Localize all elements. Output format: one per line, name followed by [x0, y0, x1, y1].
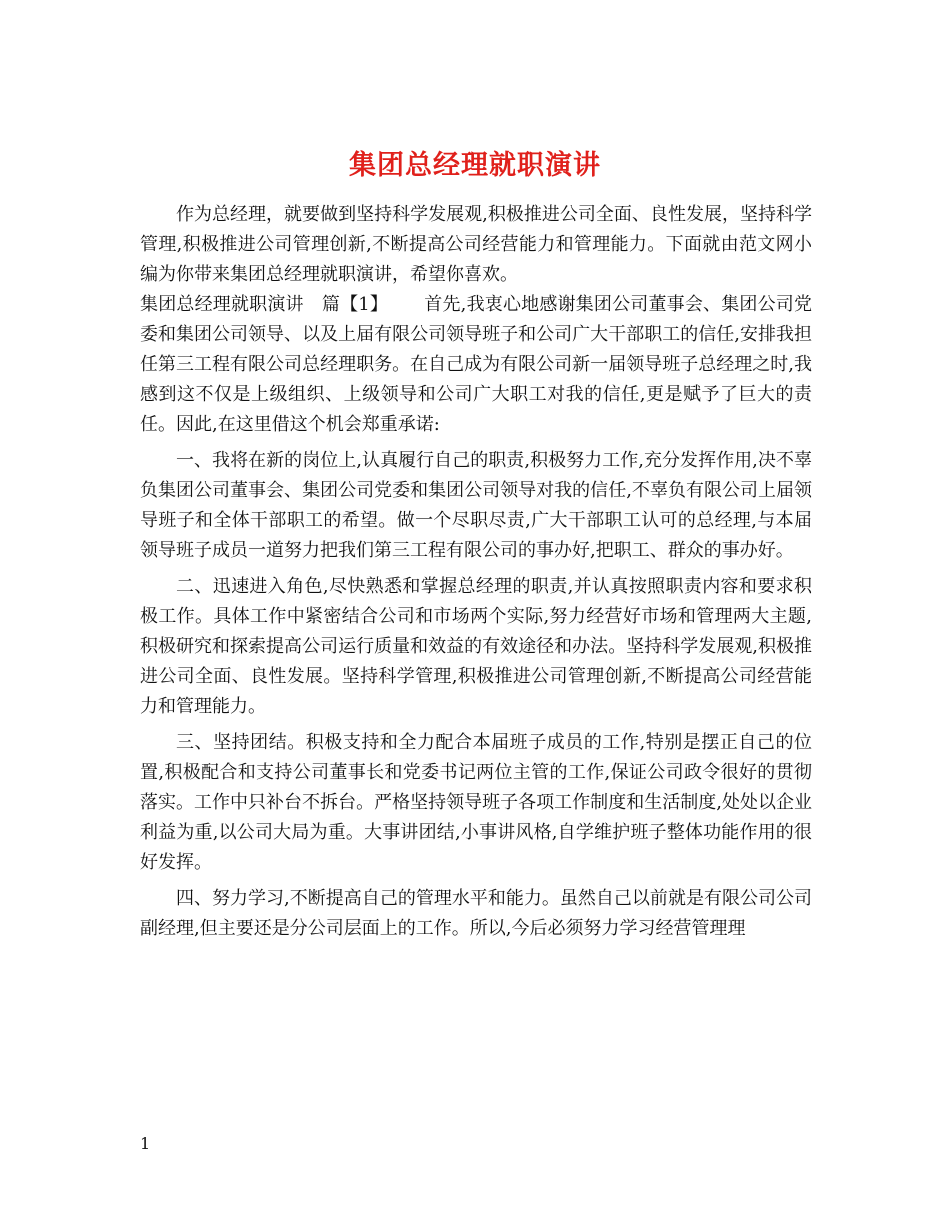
intro-paragraph: 作为总经理，就要做到坚持科学发展观,积极推进公司全面、良性发展，坚持科学管理,积极推进公司管理创新,不断提高公司经营能力和管理能力。下面就由范文网小编为你带来集团总经理就职演讲，希望你喜欢。 — [140, 204, 812, 285]
section-heading: 集团总经理就职演讲 篇【1】 — [140, 294, 389, 315]
page-number: 1 — [140, 1134, 151, 1153]
body-paragraph-4: 四、努力学习,不断提高自己的管理水平和能力。虽然自己以前就是有限公司公司副经理,但主要还是分公司层面上的工作。所以,今后必须努力学习经营管理理 — [140, 888, 812, 939]
body-paragraph-2: 二、迅速进入角色,尽快熟悉和掌握总经理的职责,并认真按照职责内容和要求积极工作。具体工作中紧密结合公司和市场两个实际,努力经营好市场和管理两大主题,积极研究和探索提高公司运行质量和效益的有效途径和办法。坚持科学发展观,积极推进公司全面、良性发展。坚持科学管理,积极推进公司管理创新,不断提高公司经营能力和管理能力。 — [140, 576, 812, 717]
body-paragraph-1: 一、我将在新的岗位上,认真履行自己的职责,积极努力工作,充分发挥作用,决不辜负集团公司董事会、集团公司党委和集团公司领导对我的信任,不辜负有限公司上届领导班子和全体干部职工的希望。做一个尽职尽责,广大干部职工认可的总经理,与本届领导班子成员一道努力把我们第三工程有限公司的事办好,把职工、群众的事办好。 — [140, 450, 812, 561]
section-opening-text: 首先,我衷心地感谢集团公司董事会、集团公司党委和集团公司领导、以及上届有限公司领导班子和公司广大干部职工的信任,安排我担任第三工程有限公司总经理职务。在自己成为有限公司新一届领导班子总经理之时,我感到这不仅是上级组织、上级领导和公司广大职工对我的信任,更是赋予了巨大的责任。因此,在这里借这个机会郑重承诺: — [140, 294, 812, 435]
section-paragraph — [140, 290, 812, 440]
body-paragraph-3: 三、坚持团结。积极支持和全力配合本届班子成员的工作,特别是摆正自己的位置,积极配合和支持公司董事长和党委书记两位主管的工作,保证公司政令很好的贯彻落实。工作中只补台不拆台。严格坚持领导班子各项工作制度和生活制度,处处以企业利益为重,以公司大局为重。大事讲团结,小事讲风格,自学维护班子整体功能作用的很好发挥。 — [140, 732, 812, 873]
document-body — [140, 200, 812, 944]
document-title: 集团总经理就职演讲 — [349, 150, 601, 182]
